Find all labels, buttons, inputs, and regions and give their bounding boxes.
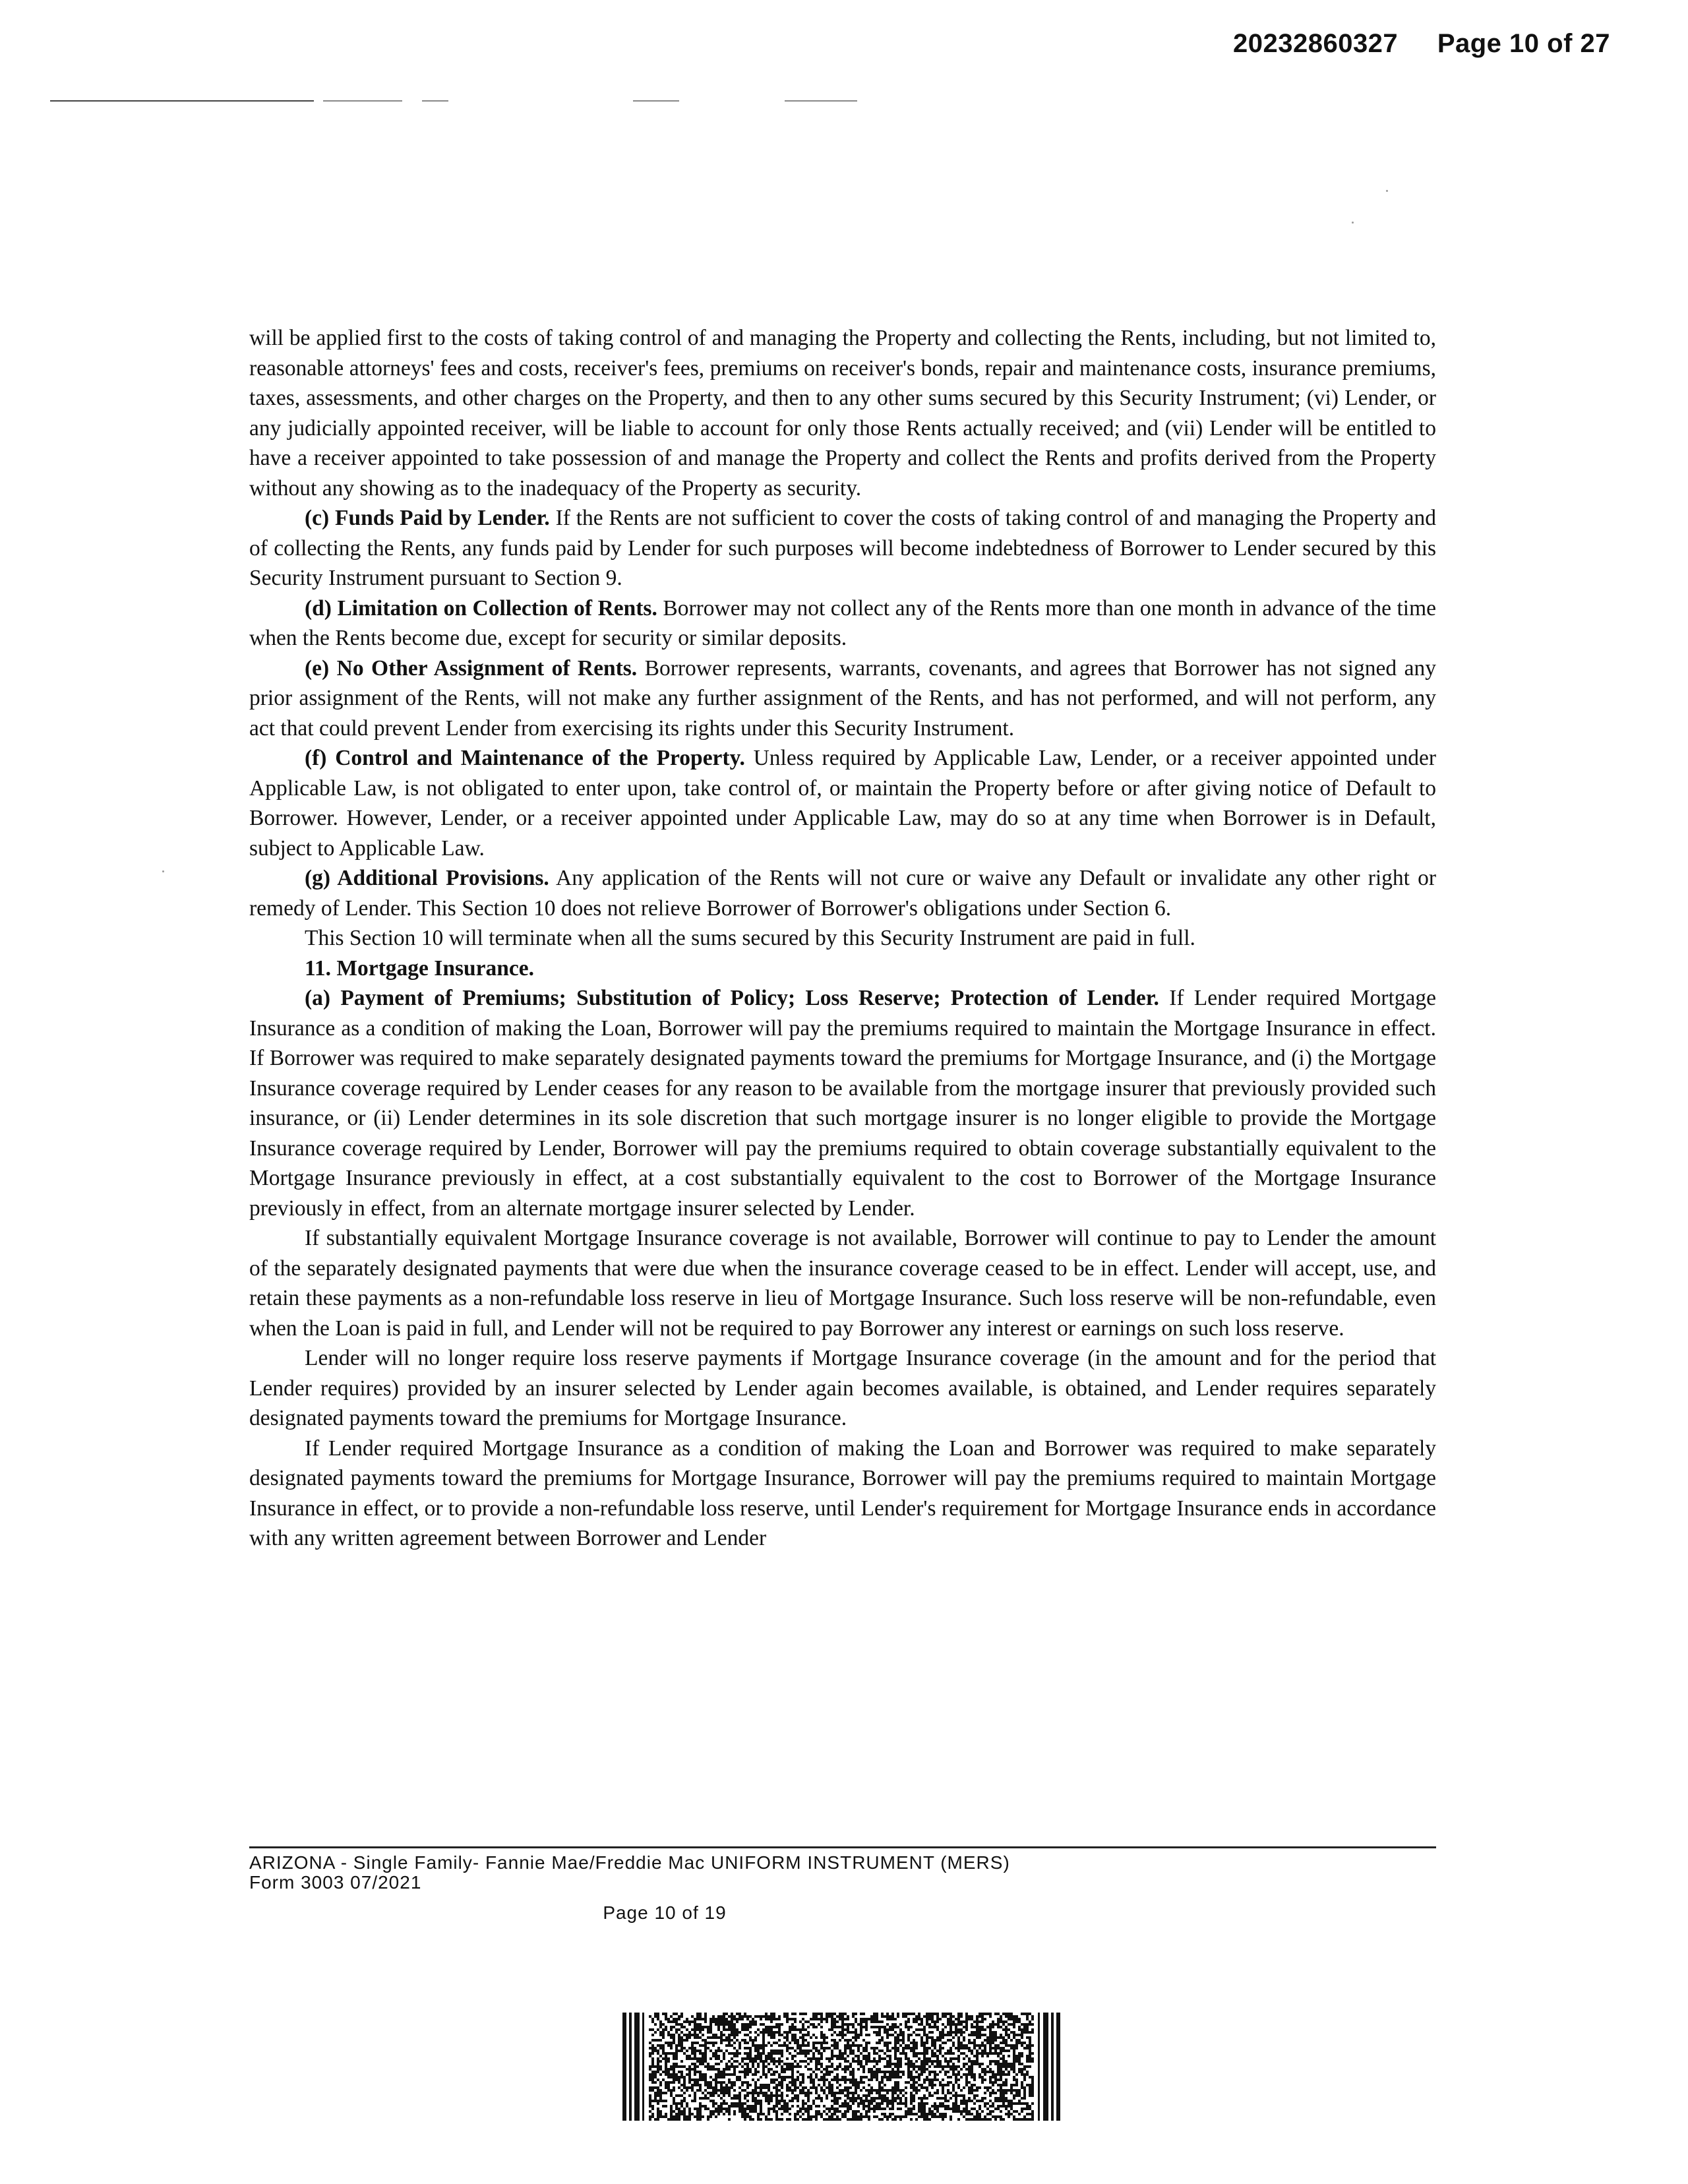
- heading-additional-provisions: (g) Additional Provisions.: [305, 866, 549, 890]
- scan-speck: [162, 870, 164, 872]
- text-funds-paid: If the Rents are not sufficient to cover the costs of taking control of and managing the Property and of collecting the Rents, any funds paid by Lender for such purposes will become indebtedness of Borrower to Lender secured by this Security Instrument pursuant to Section 9.: [249, 506, 1436, 590]
- paragraph-section-termination: This Section 10 will terminate when all the sums secured by this Security Instrument are paid in full.: [305, 926, 1195, 950]
- paragraph-if-lender-required: If Lender required Mortgage Insurance as a condition of making the Loan and Borrower was required to make separately designated payments toward the premiums for Mortgage Insurance, Borrower will pay the premiums required to maintain Mortgage Insurance in effect, or to provide a non-refundable loss reserve, until Lender's requirement for Mortgage Insurance ends in accordance with any written agreement between Borrower and Lender: [249, 1436, 1436, 1550]
- heading-mortgage-insurance: 11. Mortgage Insurance.: [305, 956, 534, 981]
- footer-form-number: Form 3003 07/2021: [249, 1872, 422, 1893]
- paragraph-additional-provisions: [249, 863, 1436, 923]
- paragraph-substantially-equivalent: If substantially equivalent Mortgage Insurance coverage is not available, Borrower will continue to pay to Lender the amount of the separately designated payments that were due when the insurance coverage ceased to be in effect. Lender will accept, use, and retain these payments as a non-refundable loss reserve in lieu of Mortgage Insurance. Such loss reserve will be non-refundable, even when the Loan is paid in full, and Lender will not be required to pay Borrower any interest or earnings on such loss reserve.: [249, 1226, 1436, 1341]
- scan-speck: [1386, 190, 1388, 192]
- scan-artifact-dash: [633, 100, 679, 102]
- barcode-icon: [622, 2013, 1060, 2121]
- text-payment-of-premiums: If Lender required Mortgage Insurance as a condition of making the Loan, Borrower will pay the premiums required to maintain the Mortgage Insurance in effect. If Borrower was required to make separately designated payments toward the premiums for Mortgage Insurance, and (i) the Mortgage Insurance coverage required by Lender ceases for any reason to be available from the mortgage insurer that previously provided such insurance, or (ii) Lender determines in its sole discretion that such mortgage insurer is no longer eligible to provide the Mortgage Insurance coverage required by Lender, Borrower will pay the premiums required to obtain coverage substantially equivalent to the Mortgage Insurance previously in effect, at a cost substantially equivalent to the cost to Borrower of the Mortgage Insurance previously in effect, from an alternate mortgage insurer selected by Lender.: [249, 986, 1437, 1221]
- heading-payment-of-premiums: (a) Payment of Premiums; Substitution of Policy; Loss Reserve; Protection of Lender.: [305, 986, 1159, 1010]
- heading-limitation-collection: (d) Limitation on Collection of Rents.: [305, 595, 657, 621]
- section-11-heading: [249, 954, 1436, 984]
- text-limitation-collection: Borrower may not collect any of the Rents more than one month in advance of the time when the Rents become due, except for security or similar deposits.: [249, 595, 1437, 650]
- paragraph-limitation-collection: [249, 593, 1436, 653]
- scan-artifact-dash: [785, 100, 857, 102]
- paragraph-no-longer-require: Lender will no longer require loss reserve payments if Mortgage Insurance coverage (in the amount and for the period that Lender requires) provided by an insurer selected by Lender again becomes available, is obtained, and Lender requires separately designated payments toward the premiums for Mortgage Insurance.: [249, 1346, 1436, 1430]
- paragraph-rents-application: will be applied first to the costs of taking control of and managing the Property and collecting the Rents, including, but not limited to, reasonable attorneys' fees and costs, receiver's fees, premiums on receiver's bonds, repair and maintenance costs, insurance premiums, taxes, assessments, and other charges on the Property, and then to any other sums secured by this Security Instrument; (vi) Lender, or any judicially appointed receiver, will be liable to account for only those Rents actually received; and (vii) Lender will be entitled to have a receiver appointed to take possession of and manage the Property and collect the Rents and profits derived from the Property without any showing as to the inadequacy of the Property as security.: [249, 326, 1436, 501]
- scan-artifact-dash: [323, 100, 402, 102]
- paragraph-funds-paid: [249, 503, 1436, 593]
- text-control-maintenance: Unless required by Applicable Law, Lender, or a receiver appointed under Applicable Law, is not obligated to enter upon, take control of, or maintain the Property before or after giving notice of Default to Borrower. However, Lender, or a receiver appointed under Applicable Law, may do so at any time when Borrower is in Default, subject to Applicable Law.: [249, 746, 1436, 861]
- paragraph-payment-of-premiums: [249, 983, 1436, 1223]
- footer-rule: [249, 1846, 1436, 1848]
- heading-no-other-assignment: (e) No Other Assignment of Rents.: [305, 655, 638, 681]
- recording-header: [1233, 29, 1610, 59]
- scan-artifact-dash: [422, 100, 448, 102]
- heading-control-maintenance: (f) Control and Maintenance of the Property.: [305, 746, 745, 770]
- scan-artifact-line: [50, 100, 314, 102]
- form-footer: [249, 1852, 1436, 1923]
- paragraph-no-other-assignment: [249, 653, 1436, 744]
- text-additional-provisions: Any application of the Rents will not cure or waive any Default or invalidate any other right or remedy of Lender. This Section 10 does not relieve Borrower of Borrower's obligations under Section 6.: [249, 866, 1436, 921]
- paragraph-control-maintenance: [249, 743, 1436, 863]
- text-no-other-assignment: Borrower represents, warrants, covenants, and agrees that Borrower has not signed any prior assignment of the Rents, will not make any further assignment of the Rents, and has not performed, and will not perform, any act that could prevent Lender from exercising its rights under this Security Instrument.: [249, 655, 1436, 741]
- document-body: [249, 323, 1436, 1554]
- heading-funds-paid: (c) Funds Paid by Lender.: [305, 506, 550, 530]
- recording-number: 20232860327: [1232, 29, 1399, 58]
- scan-speck: [1352, 222, 1354, 224]
- footer-form-title: ARIZONA - Single Family- Fannie Mae/Freddie Mac UNIFORM INSTRUMENT (MERS): [249, 1852, 1010, 1873]
- recording-page-number: Page 10 of 27: [1437, 29, 1610, 58]
- footer-page-number: Page 10 of 19: [603, 1902, 727, 1923]
